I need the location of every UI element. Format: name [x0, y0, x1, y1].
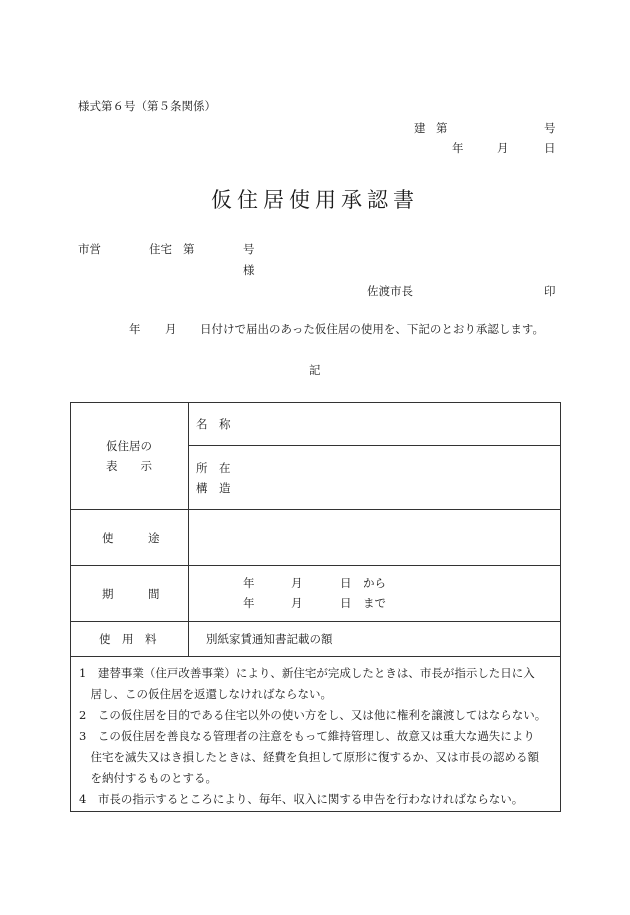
period-from-month: 月: [291, 576, 303, 590]
period-from-suffix: から: [363, 576, 386, 590]
location-label: 所 在: [196, 461, 231, 475]
period-to-year: 年: [243, 596, 255, 610]
recipient-number-suffix: 号: [243, 242, 255, 256]
name-cell: [189, 403, 561, 446]
note-line: 2 この仮住居を目的である住宅以外の使い方をし、又は他に権利を譲渡してはならない。: [79, 708, 547, 722]
date-day: 日: [544, 141, 556, 155]
note-line: 居し、この仮住居を返還しなければならない。: [79, 687, 332, 701]
period-from-year: 年: [243, 576, 255, 590]
fee-value: 別紙家賃通知書記載の額: [206, 632, 333, 646]
body-year: 年: [129, 322, 141, 336]
seal-mark: 印: [544, 284, 556, 298]
display-label-line2: 表 示: [106, 459, 152, 473]
location-cell: [189, 446, 561, 510]
note-line: 1 建替事業（住戸改善事業）により、新住宅が完成したときは、市長が指示した日に入: [79, 666, 535, 680]
period-label: 期 間: [102, 587, 160, 601]
use-label: 使 途: [102, 531, 160, 545]
doc-number-prefix: 建: [414, 121, 426, 135]
structure-label: 構 造: [196, 481, 231, 495]
fee-value-cell: [189, 622, 561, 657]
issuer-name: 佐渡市長: [367, 284, 413, 298]
period-label-cell: [71, 566, 189, 622]
display-label-cell: [71, 403, 189, 510]
fee-label-cell: [71, 622, 189, 657]
fee-label: 使 用 料: [99, 632, 157, 646]
ki-heading: 記: [309, 363, 321, 377]
recipient-honorific: 様: [243, 263, 255, 277]
body-text: 日付けで届出のあった仮住居の使用を、下記のとおり承認します。: [200, 322, 544, 336]
use-value-cell: [189, 510, 561, 566]
note-line: 4 市長の指示するところにより、毎年、収入に関する申告を行わなければならない。: [79, 792, 524, 806]
doc-number-suffix: 号: [544, 121, 556, 135]
use-label-cell: [71, 510, 189, 566]
form-number: 様式第６号（第５条関係）: [78, 99, 216, 113]
date-month: 月: [497, 141, 509, 155]
note-line: 住宅を滅失又はき損したときは、経費を負担して原形に復するか、又は市長の認める額: [79, 750, 539, 764]
period-to-suffix: まで: [363, 596, 386, 610]
period-value-cell: [189, 566, 561, 622]
display-label-line1: 仮住居の: [106, 439, 152, 453]
note-line: 3 この仮住居を善良なる管理者の注意をもって維持管理し、故意又は重大な過失により: [79, 729, 535, 743]
date-year: 年: [452, 141, 464, 155]
notes-box: [70, 657, 561, 812]
recipient-number-prefix: 第: [183, 242, 195, 256]
page-title: 仮住居使用承認書: [211, 188, 419, 212]
period-to-day: 日: [340, 596, 352, 610]
period-to-month: 月: [291, 596, 303, 610]
body-month: 月: [165, 322, 177, 336]
period-from-day: 日: [340, 576, 352, 590]
name-label: 名 称: [196, 417, 231, 431]
details-table: [70, 402, 561, 657]
recipient-city: 市営: [78, 242, 101, 256]
note-line: を納付するものとする。: [79, 771, 217, 785]
doc-number-mid: 第: [436, 121, 448, 135]
recipient-housing: 住宅: [149, 242, 172, 256]
